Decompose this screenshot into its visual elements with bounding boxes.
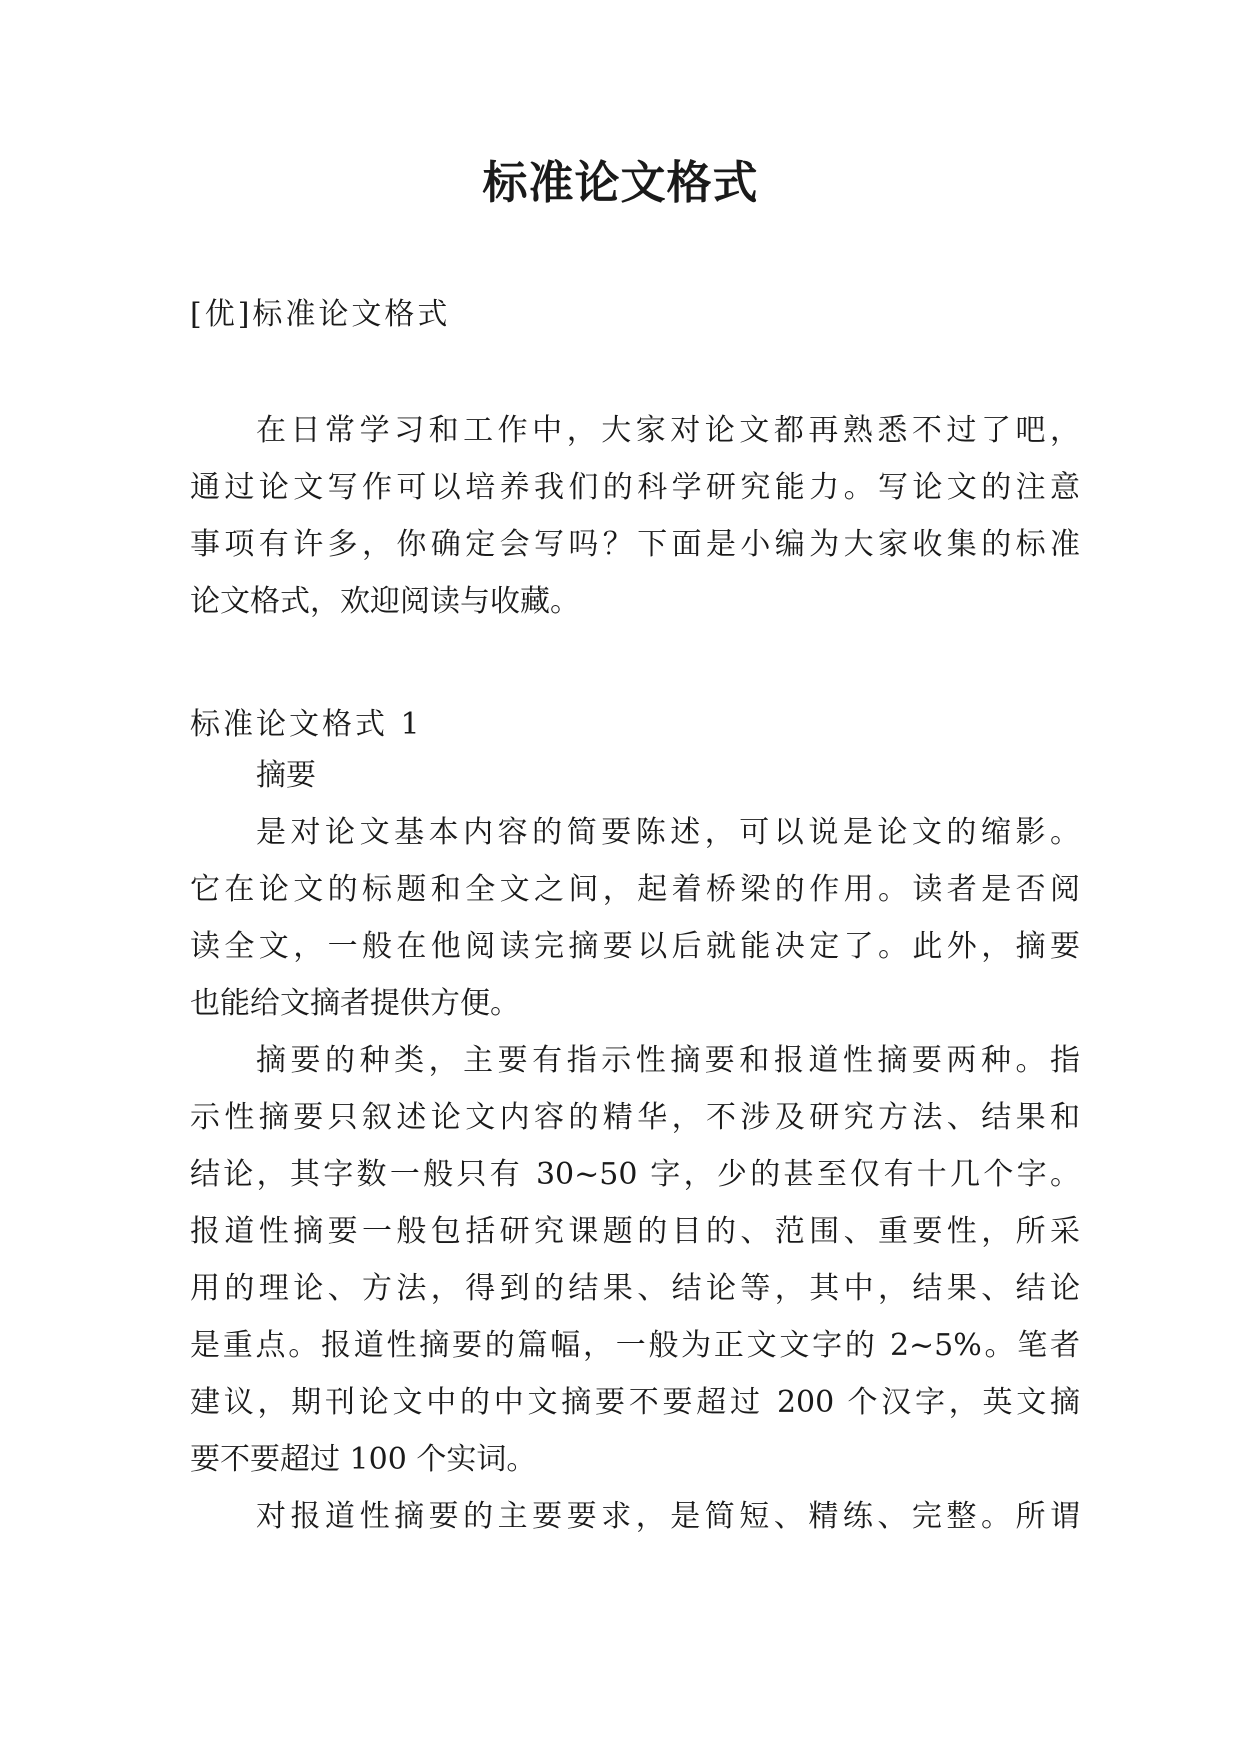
abstract-section — [190, 747, 1080, 1545]
text-line: 也能给文摘者提供方便。 — [190, 986, 520, 1021]
document-subtitle: [优]标准论文格式 — [190, 297, 451, 332]
abstract-heading: 摘要 — [256, 758, 316, 793]
text-line: 是对论文基本内容的简要陈述，可以说是论文的缩影。 — [256, 815, 1080, 850]
text-line: 论文格式，欢迎阅读与收藏。 — [190, 584, 580, 619]
text-line: 示性摘要只叙述论文内容的精华，不涉及研究方法、结果和 — [190, 1100, 1080, 1135]
text-line: 结论，其字数一般只有 30~50 字，少的甚至仅有十几个字。 — [190, 1157, 1080, 1192]
text-line: 要不要超过 100 个实词。 — [190, 1442, 537, 1477]
text-line: 它在论文的标题和全文之间，起着桥梁的作用。读者是否阅 — [190, 872, 1080, 907]
text-line: 报道性摘要一般包括研究课题的目的、范围、重要性，所采 — [190, 1214, 1080, 1249]
intro-paragraph — [190, 402, 1080, 630]
text-line: 读全文，一般在他阅读完摘要以后就能决定了。此外，摘要 — [190, 929, 1080, 964]
text-line: 是重点。报道性摘要的篇幅，一般为正文文字的 2~5%。笔者 — [190, 1328, 1080, 1363]
text-line: 事项有许多，你确定会写吗？下面是小编为大家收集的标准 — [190, 527, 1080, 562]
text-line: 摘要的种类，主要有指示性摘要和报道性摘要两种。指 — [256, 1043, 1080, 1078]
text-line: 通过论文写作可以培养我们的科学研究能力。写论文的注意 — [190, 470, 1080, 505]
section-heading: 标准论文格式 1 — [190, 707, 423, 742]
text-line: 对报道性摘要的主要要求，是简短、精练、完整。所谓 — [256, 1499, 1080, 1534]
text-line: 用的理论、方法，得到的结果、结论等，其中，结果、结论 — [190, 1271, 1080, 1306]
text-line: 建议，期刊论文中的中文摘要不要超过 200 个汉字，英文摘 — [190, 1385, 1080, 1420]
document-title: 标准论文格式 — [482, 156, 759, 209]
text-line: 在日常学习和工作中，大家对论文都再熟悉不过了吧， — [256, 413, 1080, 448]
